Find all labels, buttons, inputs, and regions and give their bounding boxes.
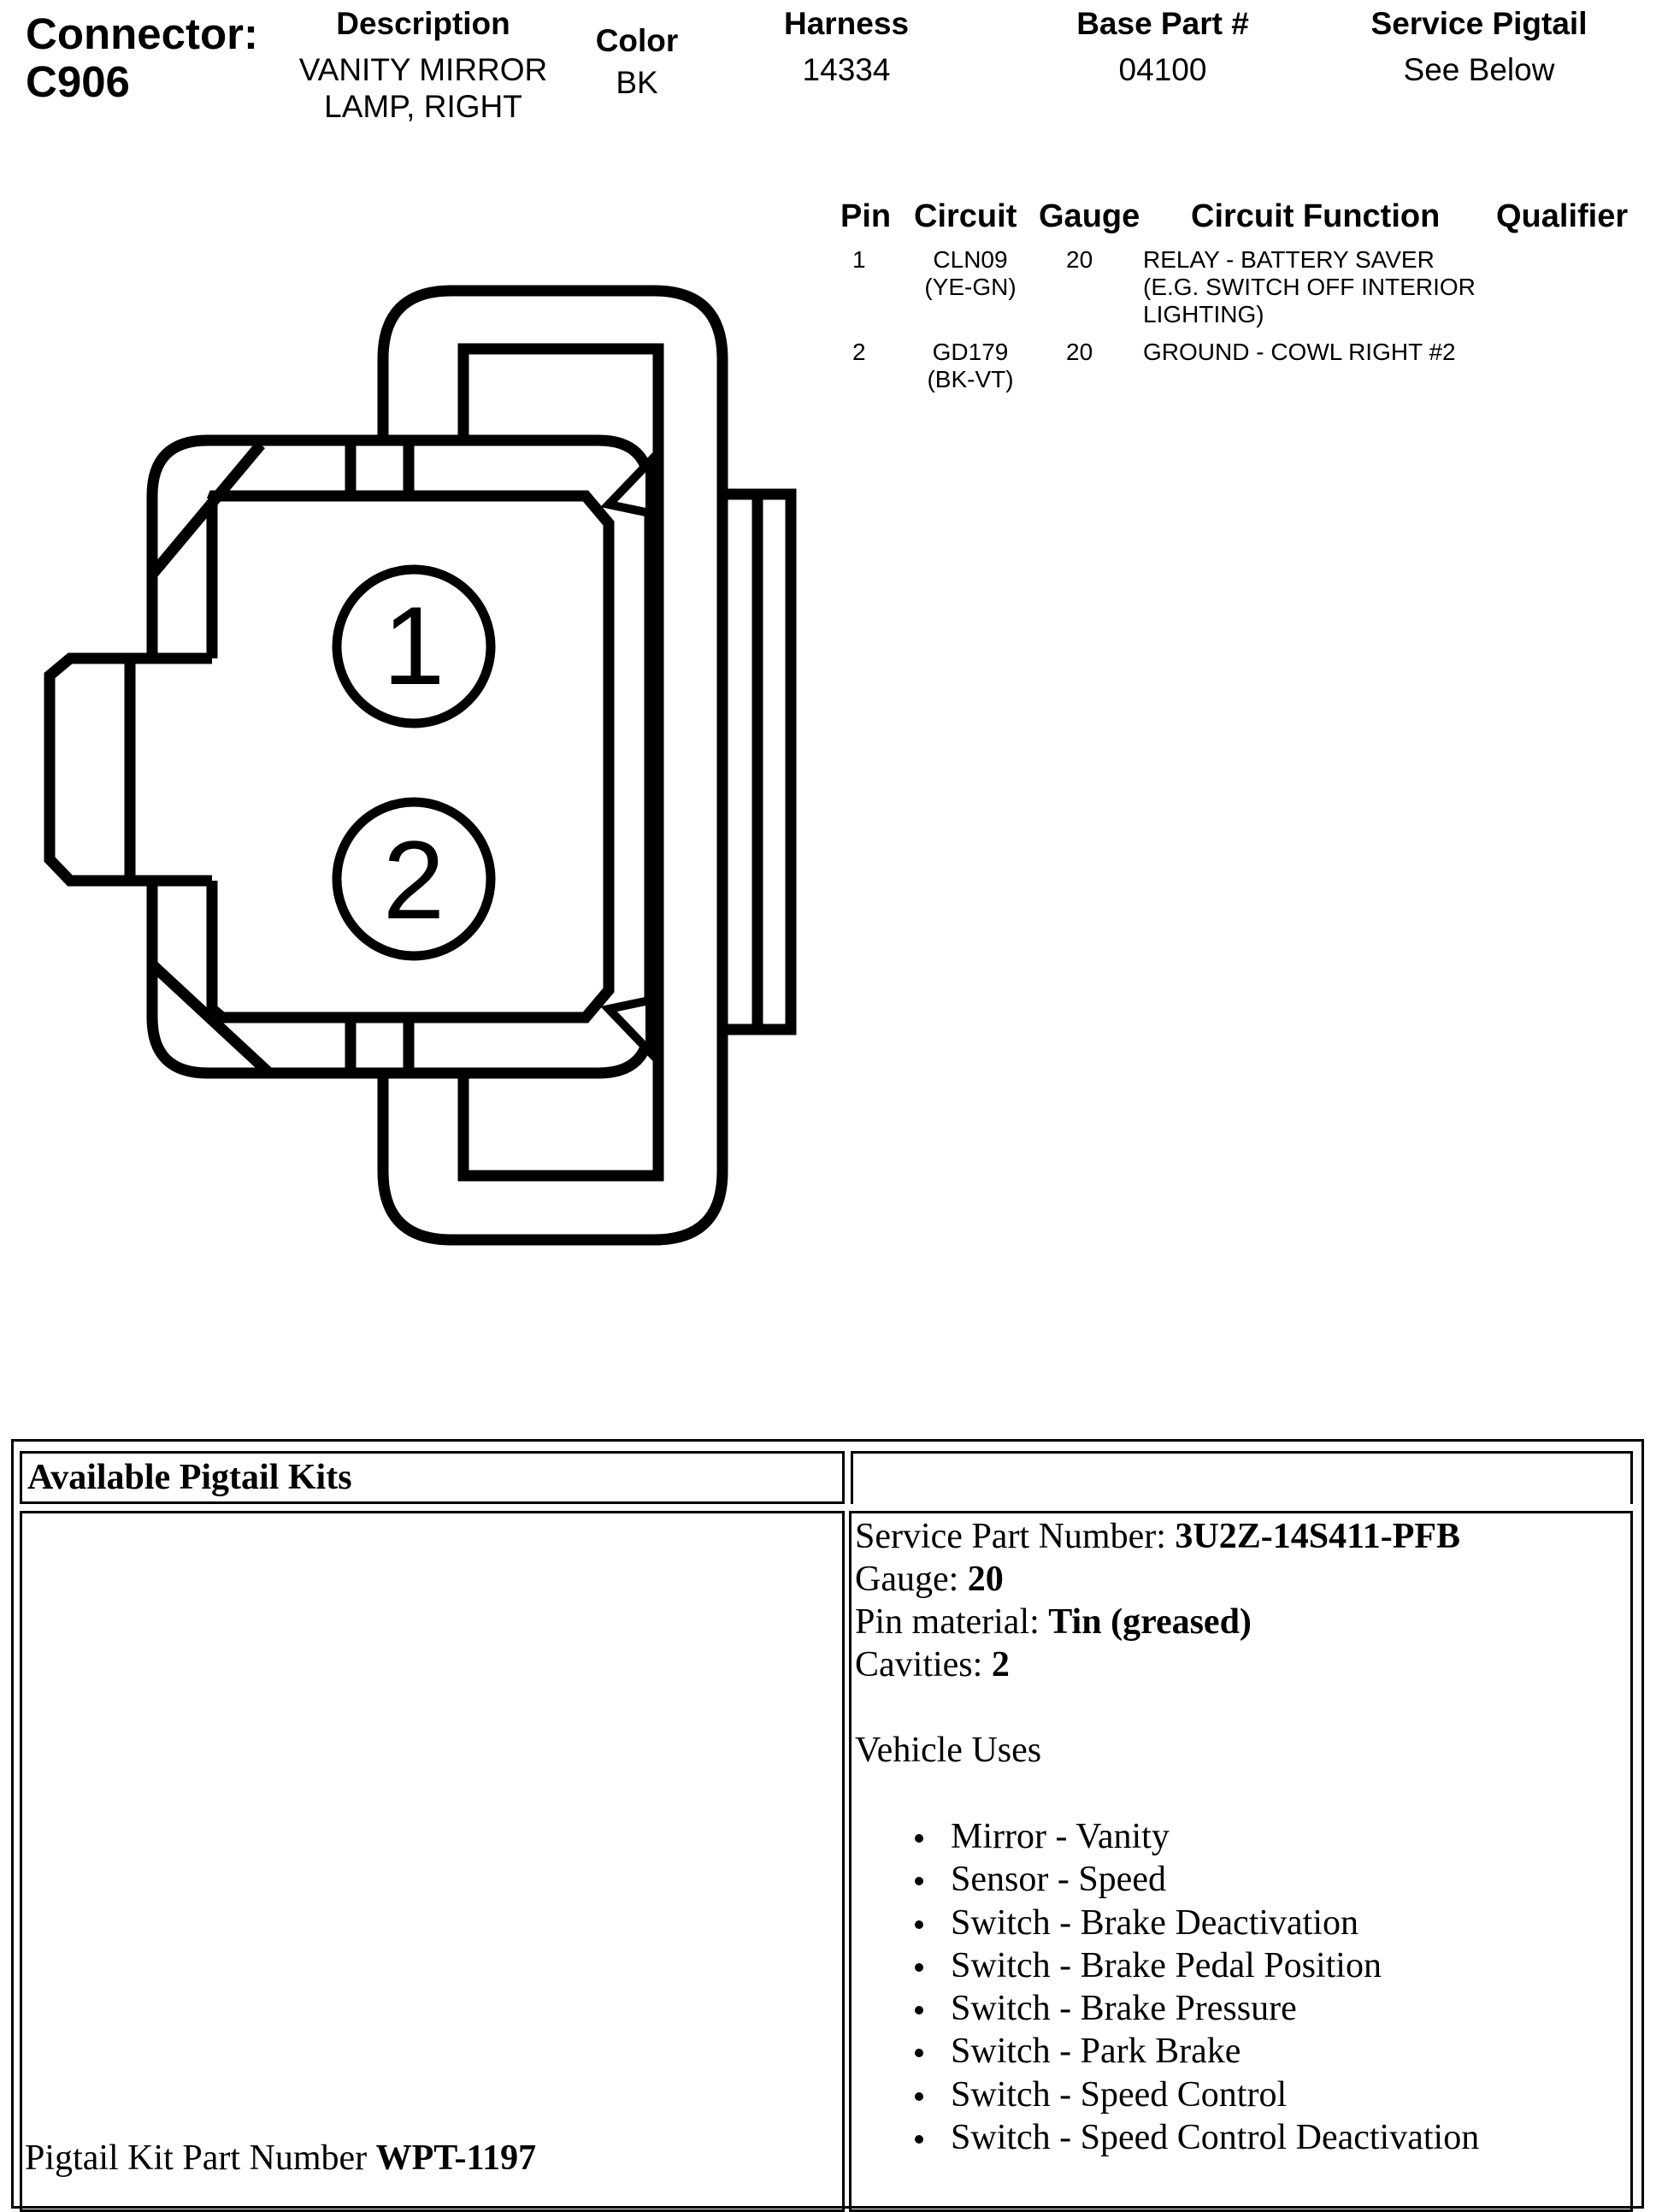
list-item: Switch - Brake Deactivation xyxy=(855,1902,1479,1944)
gauge-value: 20 xyxy=(967,1560,1004,1599)
gauge-row xyxy=(855,1558,1460,1601)
list-item: Switch - Speed Control xyxy=(855,2073,1479,2116)
circuit-function-line3: LIGHTING) xyxy=(1143,301,1264,327)
circuit-name: CLN09 xyxy=(933,246,1008,273)
kit-label: Pigtail Kit Part Number xyxy=(25,2138,376,2178)
pigtail-title-spacer xyxy=(851,1451,1633,1504)
pigtail-kit-number-line xyxy=(25,2138,536,2179)
circuit-color: (BK-VT) xyxy=(927,366,1014,392)
service-details xyxy=(855,1515,1460,1772)
service-pigtail-column xyxy=(1334,5,1624,88)
connector-label-text: Connector: xyxy=(26,9,258,58)
pin-material-value: Tin (greased) xyxy=(1048,1602,1252,1642)
top-latch-inner xyxy=(463,349,658,1176)
circuit-function-line1: RELAY - BATTERY SAVER xyxy=(1143,246,1435,273)
harness-value: 14334 xyxy=(802,52,891,87)
top-latch-outer xyxy=(383,291,722,1240)
circuit-function-line2: (E.G. SWITCH OFF INTERIOR xyxy=(1143,274,1476,300)
connector-diagram xyxy=(0,257,821,1265)
pin-number: 2 xyxy=(852,339,866,365)
harness-column xyxy=(752,5,940,88)
circuit-id xyxy=(893,339,1047,393)
pigtail-title: Available Pigtail Kits xyxy=(20,1451,845,1504)
connector-label xyxy=(26,10,258,106)
base-part-column xyxy=(1034,5,1291,88)
circuit-id xyxy=(893,246,1047,301)
gauge-header: Gauge xyxy=(1039,198,1140,234)
kit-number: WPT-1197 xyxy=(375,2138,537,2178)
pigtail-image-cell xyxy=(20,1511,845,2212)
color-header: Color xyxy=(595,23,679,58)
service-part-row xyxy=(855,1515,1460,1558)
gauge-label: Gauge: xyxy=(855,1560,968,1599)
bottom-detent xyxy=(609,1000,650,1052)
gauge-value: 20 xyxy=(1066,339,1093,365)
gauge-value: 20 xyxy=(1066,246,1093,273)
pin-1-label: 1 xyxy=(382,583,445,708)
circuit-name: GD179 xyxy=(932,339,1009,365)
circuit-color: (YE-GN) xyxy=(924,274,1017,300)
description-header: Description xyxy=(336,6,510,41)
qualifier-header: Qualifier xyxy=(1496,198,1629,234)
cavities-label: Cavities: xyxy=(855,1645,992,1684)
cavities-row xyxy=(855,1643,1460,1686)
circuit-function-header: Circuit Function xyxy=(1191,198,1441,234)
harness-header: Harness xyxy=(783,6,910,41)
circuit-function-line1: GROUND - COWL RIGHT #2 xyxy=(1143,339,1456,365)
service-pigtail-header: Service Pigtail xyxy=(1370,6,1588,41)
list-item: Mirror - Vanity xyxy=(855,1815,1479,1858)
service-pigtail-value: See Below xyxy=(1403,52,1555,87)
pin-header: Pin xyxy=(840,198,892,234)
description-line1: VANITY MIRROR xyxy=(298,52,548,87)
pin-material-label: Pin material: xyxy=(855,1602,1049,1642)
circuit-function xyxy=(1143,339,1456,366)
service-part-label: Service Part Number: xyxy=(855,1517,1176,1556)
housing-outer xyxy=(152,440,650,1073)
circuit-header: Circuit xyxy=(914,198,1017,234)
cavities-value: 2 xyxy=(991,1645,1010,1684)
description-column xyxy=(265,5,581,125)
description-line2: LAMP, RIGHT xyxy=(324,89,522,124)
color-value: BK xyxy=(616,65,658,100)
pin-2-label: 2 xyxy=(382,817,445,942)
list-item: Switch - Brake Pressure xyxy=(855,1987,1479,2030)
list-item: Switch - Speed Control Deactivation xyxy=(855,2116,1479,2159)
vehicle-uses-label: Vehicle Uses xyxy=(855,1731,1042,1770)
vehicle-uses-list xyxy=(855,1815,1479,2159)
base-part-header: Base Part # xyxy=(1076,6,1249,41)
pin-material-row xyxy=(855,1601,1460,1643)
list-item: Switch - Brake Pedal Position xyxy=(855,1944,1479,1987)
base-part-value: 04100 xyxy=(1118,52,1207,87)
connector-id: C906 xyxy=(26,57,130,106)
color-column xyxy=(573,22,701,101)
service-part-number: 3U2Z-14S411-PFB xyxy=(1175,1517,1461,1556)
pin-number: 1 xyxy=(852,246,866,273)
top-detent xyxy=(609,462,650,513)
list-item: Sensor - Speed xyxy=(855,1858,1479,1901)
list-item: Switch - Park Brake xyxy=(855,2030,1479,2073)
circuit-function xyxy=(1143,246,1476,328)
